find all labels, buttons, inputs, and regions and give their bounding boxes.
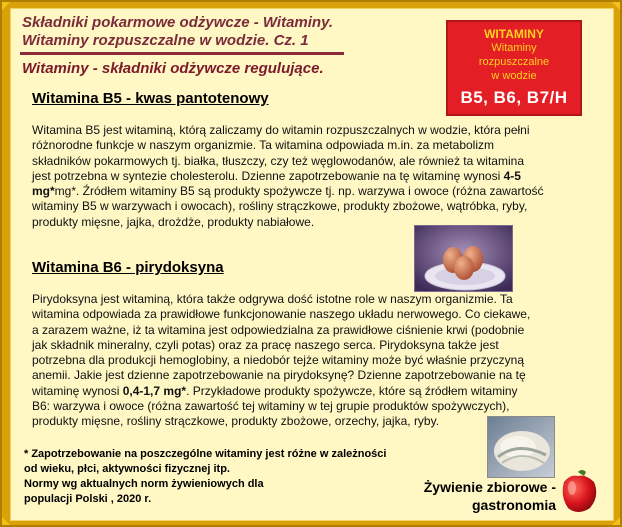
b5-dose: 4-5 [503, 168, 521, 183]
b6-line-text: . Przykładowe produkty spożywcze, które są źródłem witaminy [186, 383, 518, 398]
b6-line: produkty mięsne, rośliny strączkowe, produkty zbożowe, orzechy, jajka, ryby. [32, 414, 440, 429]
page-title-line-1: Składniki pokarmowe odżywcze - Witaminy. [22, 14, 334, 31]
badge-line-2: rozpuszczalne [478, 56, 550, 68]
footnote-line: populacji Polski , 2020 r. [24, 493, 152, 505]
b5-line [32, 169, 592, 184]
rice-photo [487, 416, 555, 478]
b6-line-text: witaminę wynosi [32, 383, 123, 398]
b5-line: witaminy B5 w warzywach i owocach), rośliny strączkowe, produkty zbożowe, wątróbka, ryby, [32, 199, 528, 214]
b6-line: jak składnik mineralny, czyli potas) oraz za pracę naszego serca. Pirydoksyna także jest [32, 337, 499, 352]
frame-corner [2, 2, 10, 10]
badge-heading: WITAMINY [484, 27, 544, 41]
b6-line: B6: warzywa i owoce (różna zawartość tej witaminy w tej grupie produktów spożywczych), [32, 399, 510, 414]
b5-line [32, 184, 592, 199]
b6-line [32, 384, 592, 399]
badge-codes: B5, B6, B7/H [460, 88, 568, 107]
page-title [22, 14, 333, 50]
b6-dose: 0,4-1,7 mg* [122, 383, 187, 398]
eggs-on-plate-illustration [415, 226, 512, 291]
b5-dose-unit: mg* [32, 184, 55, 199]
pepper-photo [556, 466, 602, 516]
page-subtitle: Witaminy - składniki odżywcze regulujące. [22, 60, 324, 77]
section-body-b6 [32, 292, 592, 430]
red-pepper-illustration [556, 466, 602, 516]
b5-line: różnorodne funkcje w naszym organizmie. Ta witamina odpowiada m.in. za metabolizm [32, 138, 494, 153]
title-divider [20, 52, 344, 55]
footnote-line: od wieku, płci, aktywności fizycznej itp. [24, 463, 230, 475]
badge-line-3: w wodzie [491, 70, 537, 82]
badge-line-1: Witaminy [491, 42, 537, 54]
frame-corner [2, 517, 10, 525]
brand-label [406, 478, 556, 514]
b5-line-text: mg*. Źródłem witaminy B5 są produkty spożywcze tj. np. warzywa i owoce (różna zawartość [54, 184, 544, 199]
b5-line: składników pokarmowych tj. białka, tłuszczy, czy też węglowodanów, ale również ta witamina [32, 153, 524, 168]
brand-line-2: gastronomia [471, 497, 556, 513]
section-title-b5: Witamina B5 - kwas pantotenowy [32, 90, 269, 107]
b6-line: anemii. Jakie jest dzienne zapotrzebowanie na pirydoksynę? Dzienne zapotrzebowanie na tę [32, 368, 526, 383]
brand-line-1: Żywienie zbiorowe - [423, 479, 556, 495]
page-title-line-2: Witaminy rozpuszczalne w wodzie. Cz. 1 [22, 32, 309, 49]
footnote [24, 447, 404, 507]
b6-line: witamina odpowiada za prawidłowe funkcjonowanie naszego układu nerwowego. Co ciekawe, [32, 307, 531, 322]
footnote-line: Normy wg aktualnych norm żywieniowych dla [24, 478, 264, 490]
footnote-line: * Zapotrzebowanie na poszczególne witaminy jest różne w zależności [24, 448, 387, 460]
eggs-photo [414, 225, 513, 292]
b5-line: Witamina B5 jest witaminą, którą zaliczamy do witamin rozpuszczalnych w wodzie, która pełni [32, 123, 530, 137]
b6-line: potrzebna dla produkcji hemoglobiny, a niedobór tejże witaminy może być właśnie przyczyną [32, 353, 525, 368]
vitamin-badge [446, 20, 582, 116]
rice-dish-illustration [488, 417, 554, 477]
section-body-b5 [32, 123, 592, 230]
b5-line-text: jest potrzebna w syntezie cholesterolu. Dzienne zapotrzebowanie na tę witaminę wynosi [32, 168, 504, 183]
b5-line: produkty mięsne, jajka, drożdże, produkty nabiałowe. [32, 214, 315, 229]
b6-line: a zarazem ważne, iż ta witamina jest odpowiedzialna za prawidłowe ciśnienie krwi (podobnie [32, 322, 525, 337]
b6-line: Pirydoksyna jest witaminą, która także odgrywa dość istotne role w naszym organizmie. Ta [32, 292, 513, 306]
section-title-b6: Witamina B6 - pirydoksyna [32, 259, 224, 276]
